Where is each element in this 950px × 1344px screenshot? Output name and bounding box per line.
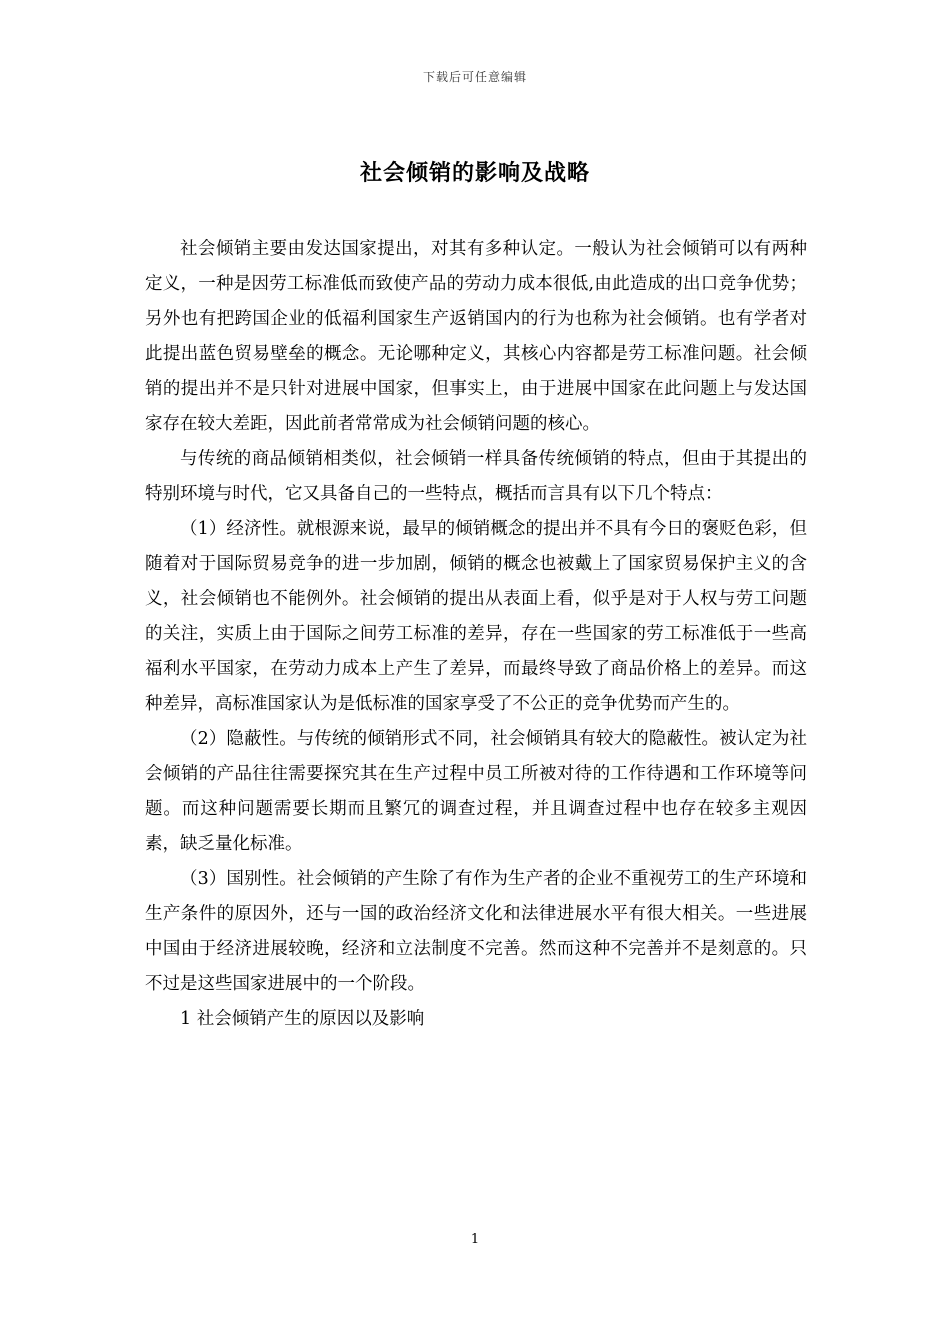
document-body <box>145 232 807 1037</box>
paragraph-concealment: （2）隐蔽性。与传统的倾销形式不同，社会倾销具有较大的隐蔽性。被认定为社会倾销的产品往往需要探究其在生产过程中员工所被对待的工作待遇和工作环境等问题。而这种问题需要长期而且繁冗的调查过程，并且调查过程中也存在较多主观因素，缺乏量化标准。 <box>145 729 807 854</box>
page-header-note: 下载后可任意编辑 <box>422 70 527 84</box>
paragraph-characteristics-intro: 与传统的商品倾销相类似，社会倾销一样具备传统倾销的特点，但由于其提出的特别环境与时代，它又具备自己的一些特点，概括而言具有以下几个特点： <box>145 449 807 504</box>
paragraph-definition: 社会倾销主要由发达国家提出，对其有多种认定。一般认为社会倾销可以有两种定义，一种是因劳工标准低而致使产品的劳动力成本很低,由此造成的出口竞争优势；另外也有把跨国企业的低福利国家生产返销国内的行为也称为社会倾销。也有学者对此提出蓝色贸易壁垒的概念。无论哪种定义，其核心内容都是劳工标准问题。社会倾销的提出并不是只针对进展中国家，但事实上，由于进展中国家在此问题上与发达国家存在较大差距，因此前者常常成为社会倾销问题的核心。 <box>145 239 807 434</box>
paragraph-national: （3）国别性。社会倾销的产生除了有作为生产者的企业不重视劳工的生产环境和生产条件的原因外，还与一国的政治经济文化和法律进展水平有很大相关。一些进展中国由于经济进展较晚，经济和立法制度不完善。然而这种不完善并不是刻意的。只不过是这些国家进展中的一个阶段。 <box>145 869 807 994</box>
page-number: 1 <box>470 1232 480 1247</box>
paragraph-economic: （1）经济性。就根源来说，最早的倾销概念的提出并不具有今日的褒贬色彩，但随着对于国际贸易竞争的进一步加剧，倾销的概念也被戴上了国家贸易保护主义的含义，社会倾销也不能例外。社会倾销的提出从表面上看，似乎是对于人权与劳工问题的关注，实质上由于国际之间劳工标准的差异，存在一些国家的劳工标准低于一些高福利水平国家，在劳动力成本上产生了差异，而最终导致了商品价格上的差异。而这种差异，高标准国家认为是低标准的国家享受了不公正的竞争优势而产生的。 <box>145 519 807 714</box>
section-heading-causes: 1 社会倾销产生的原因以及影响 <box>180 1009 425 1029</box>
document-title: 社会倾销的影响及战略 <box>359 160 590 186</box>
